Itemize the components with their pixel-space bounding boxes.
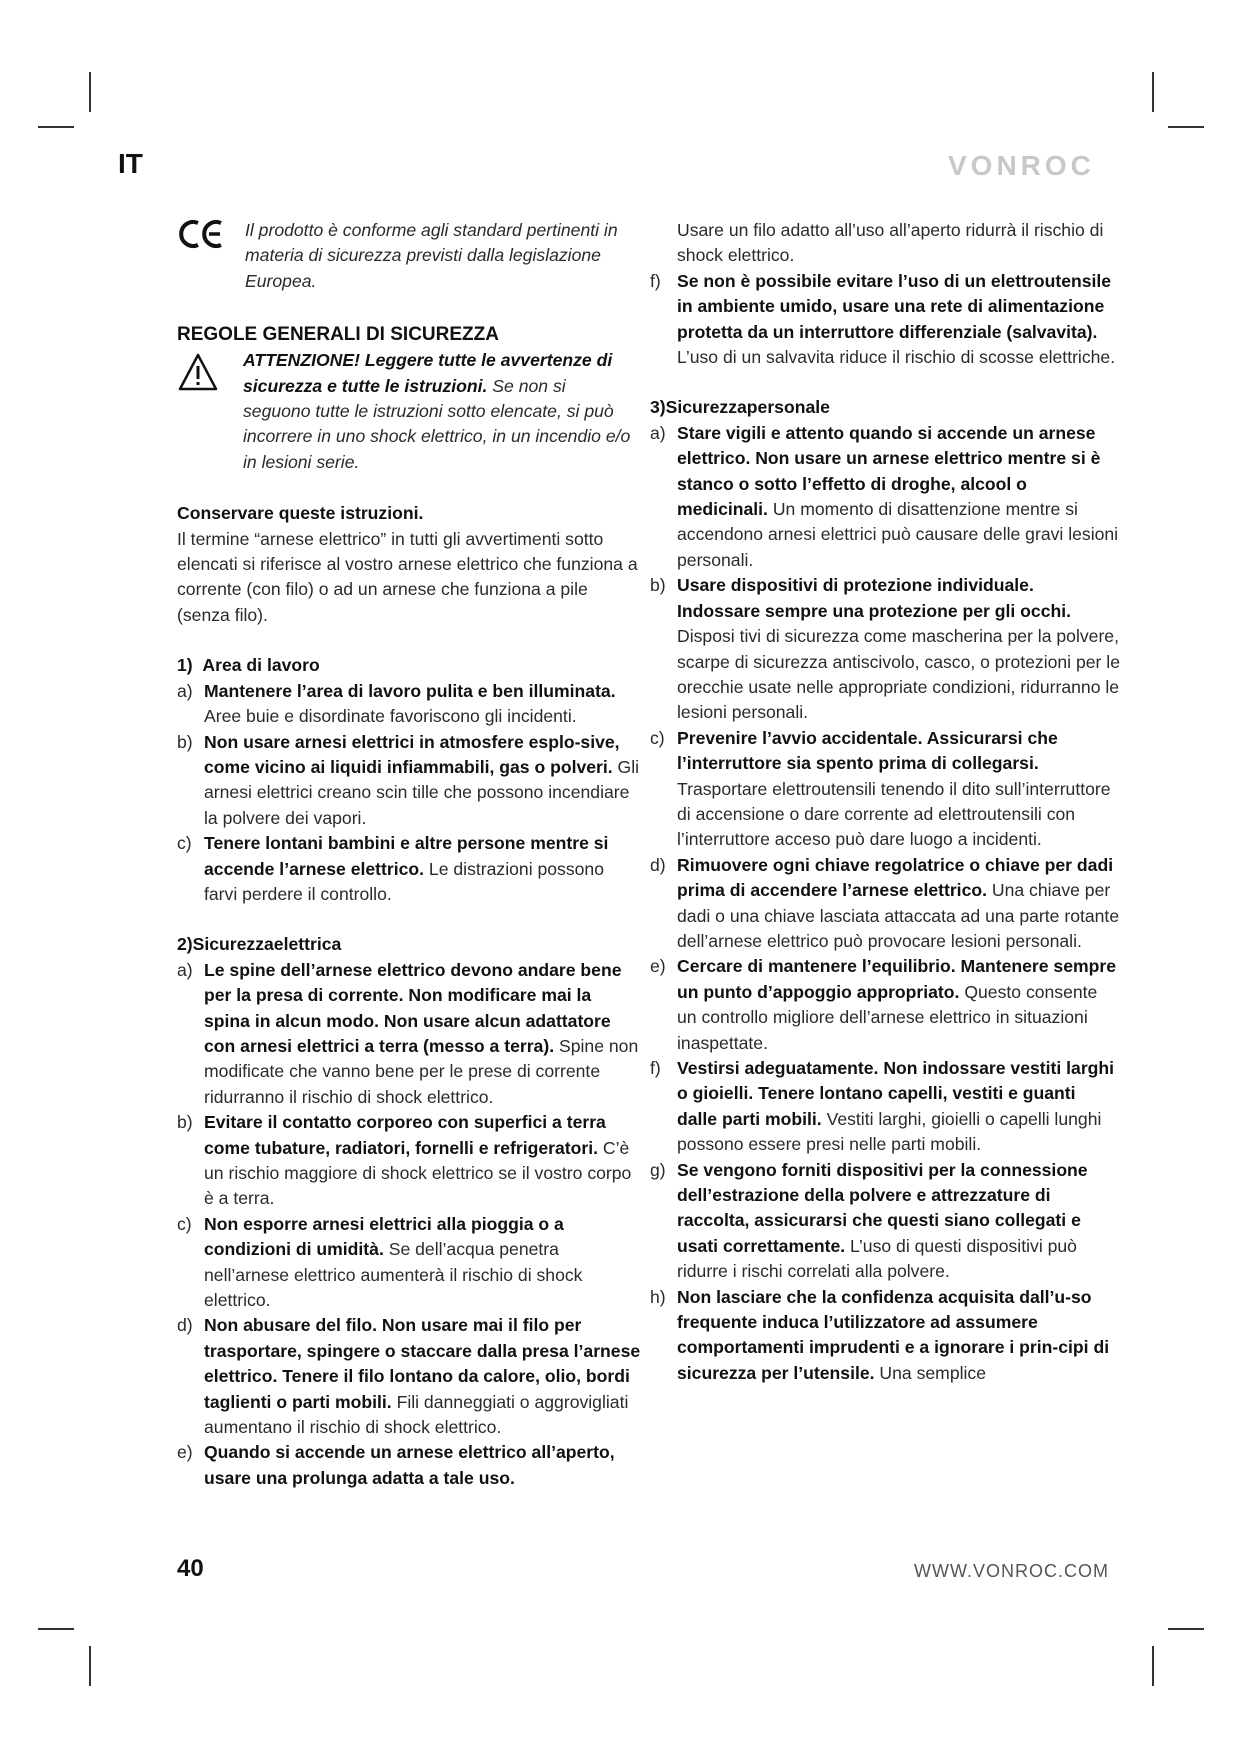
list-item: a) Le spine dell’arnese elettrico devono andare bene per la presa di corrente. Non modificare mai la spina in alcun modo. Non usare alcun adattatore con arnesi elettrici a terra (messo a terra). Spine non modificate che vanno bene per le prese di corrente ridurranno il rischio di shock elettrico. xyxy=(177,959,639,1107)
crop-mark xyxy=(38,126,74,128)
list-item: a) Stare vigili e attento quando si accende un arnese elettrico. Non usare un arnese elettrico mentre si è stanco o sotto l’effetto di droghe, alcool o medicinali. Un momento di disattenzione mentre si accendono arnesi elettrici può causare delle gravi lesioni personali. xyxy=(650,422,1119,570)
list-item: b) Non usare arnesi elettrici in atmosfere esplo-sive, come vicino ai liquidi infiammabili, gas o polveri. Gli arnesi elettrici creano scin tille che possono incendiare la polvere dei vapori. xyxy=(177,731,640,828)
keep-heading: Conservare queste istruzioni. xyxy=(177,503,424,524)
section-heading: 2)Sicurezzaelettrica xyxy=(177,934,342,955)
list-item: h) Non lasciare che la confidenza acquisita dall’u-so frequente induca l’utilizzatore ad assumere comportamenti imprudenti e a ignorare i prin-cipi di sicurezza per l’utensile. Una semplice xyxy=(650,1286,1110,1383)
crop-mark xyxy=(1168,1628,1204,1630)
list-item: f) Se non è possibile evitare l’uso di un elettroutensile in ambiente umido, usare una rete di alimentazione protetta da un interruttore differenziale (salvavita). L’uso di un salvavita riduce il rischio di scosse elettriche. xyxy=(650,270,1116,368)
list-item: f) Vestirsi adeguatamente. Non indossare vestiti larghi o gioielli. Tenere lontano capelli, vestiti e guanti dalle parti mobili. Vestiti larghi, gioielli o capelli lunghi possono essere presi nelle parti mobili. xyxy=(650,1058,1115,1155)
personal-section xyxy=(650,395,1120,1386)
list-item: d) Non abusare del filo. Non usare mai il filo per trasportare, spingere o staccare dalla presa l’arnese elettrico. Tenere il filo lontano da calore, olio, bordi taglienti o parti mobili. Fili danneggiati o aggrovigliati aumentano il rischio di shock elettrico. xyxy=(177,1315,641,1438)
warning-rest: Se non si seguono tutte le istruzioni sotto elencate, si può incorrere in uno shock elettrico, in un incendio e/o in lesioni serie. xyxy=(243,375,631,472)
list-item: g) Se vengono forniti dispositivi per la connessione dell’estrazione della polvere e attrezzature di raccolta, assicurarsi che questi siano collegati e usati correttamente. L’uso di questi dispositivi può ridurre i rischi correlati alla polvere. xyxy=(650,1159,1088,1282)
list-item: e) Cercare di mantenere l’equilibrio. Mantenere sempre un punto d’appoggio appropriato. Questo consente un controllo migliore dell’arnese elettrico in situazioni inaspettate. xyxy=(650,956,1117,1053)
right-column xyxy=(650,218,1120,1386)
section-heading: 1) Area di lavoro xyxy=(177,655,320,676)
warning-block xyxy=(177,348,642,475)
crop-mark xyxy=(1168,126,1204,128)
list-item: c) Tenere lontani bambini e altre persone mentre si accende l’arnese elettrico. Le distrazioni possono farvi perdere il controllo. xyxy=(177,833,609,904)
crop-mark xyxy=(89,72,91,112)
left-column xyxy=(177,218,642,1491)
list-item: e) Quando si accende un arnese elettrico all’aperto, usare una prolunga adatta a tale uso. xyxy=(177,1442,615,1488)
crop-mark xyxy=(1152,1646,1154,1686)
list-item: c) Prevenire l’avvio accidentale. Assicurarsi che l’interruttore sia spento prima di collegarsi. Trasportare elettroutensili tenendo il dito sull’interruttore di accensione o dare corrente ad elettroutensili con l’interruttore acceso può dare luogo a incidenti. xyxy=(650,727,1111,850)
ce-notice xyxy=(177,218,642,294)
ce-notice-text: Il prodotto è conforme agli standard pertinenti in materia di sicurezza previsti dalla legislazione Europea. xyxy=(245,220,618,291)
work-area-section xyxy=(177,653,642,907)
warning-triangle-icon xyxy=(177,348,243,399)
keep-instructions xyxy=(177,501,642,628)
list-item: b) Evitare il contatto corporeo con superfici a terra come tubature, radiatori, fornelli e refrigeratori. C’è un rischio maggiore di shock elettrico se il vostro corpo è a terra. xyxy=(177,1112,632,1209)
list-item: a) Mantenere l’area di lavoro pulita e ben illuminata. Aree buie e disordinate favoriscono gli incidenti. xyxy=(177,680,616,727)
keep-text: Il termine “arnese elettrico” in tutti gli avvertimenti sotto elencati si riferisce al vostro arnese elettrico che funziona a corrente (con filo) o ad un arnese che funziona a pile (senza filo). xyxy=(177,528,638,625)
crop-mark xyxy=(38,1628,74,1630)
language-code: IT xyxy=(118,148,143,179)
list-item: d) Rimuovere ogni chiave regolatrice o chiave per dadi prima di accendere l’arnese elettrico. Una chiave per dadi o una chiave lasciata attaccata ad una parte rotante dell’arnese elettrico può provocare lesioni personali. xyxy=(650,854,1120,951)
section-title: REGOLE GENERALI DI SICUREZZA xyxy=(177,324,499,346)
warning-bold: ATTENZIONE! Leggere tutte le avvertenze di sicurezza e tutte le istruzioni. xyxy=(243,350,613,396)
ce-mark-icon xyxy=(177,218,245,257)
electrical-section xyxy=(177,932,642,1491)
warning-text xyxy=(243,348,638,475)
section-heading: 3)Sicurezzapersonale xyxy=(650,397,830,418)
list-item: b) Usare dispositivi di protezione individuale. Indossare sempre una protezione per gli occhi. Disposi tivi di sicurezza come mascherina per la polvere, scarpe di sicurezza antiscivolo, casco, o protezioni per le orecchie usate nelle appropriate condizioni, ridurranno le lesioni personali. xyxy=(650,575,1120,723)
crop-mark xyxy=(89,1646,91,1686)
website-url: WWW.VONROC.COM xyxy=(914,1561,1109,1581)
list-item: c) Non esporre arnesi elettrici alla pioggia o a condizioni di umidità. Se dell’acqua penetra nell’arnese elettrico aumenterà il rischio di shock elettrico. xyxy=(177,1213,583,1311)
crop-mark xyxy=(1152,72,1154,112)
list-item-continuation: Usare un filo adatto all’uso all’aperto ridurrà il rischio di shock elettrico. xyxy=(677,220,1104,266)
page-number: 40 xyxy=(177,1555,204,1582)
brand-logo: VONROC xyxy=(948,150,1095,181)
